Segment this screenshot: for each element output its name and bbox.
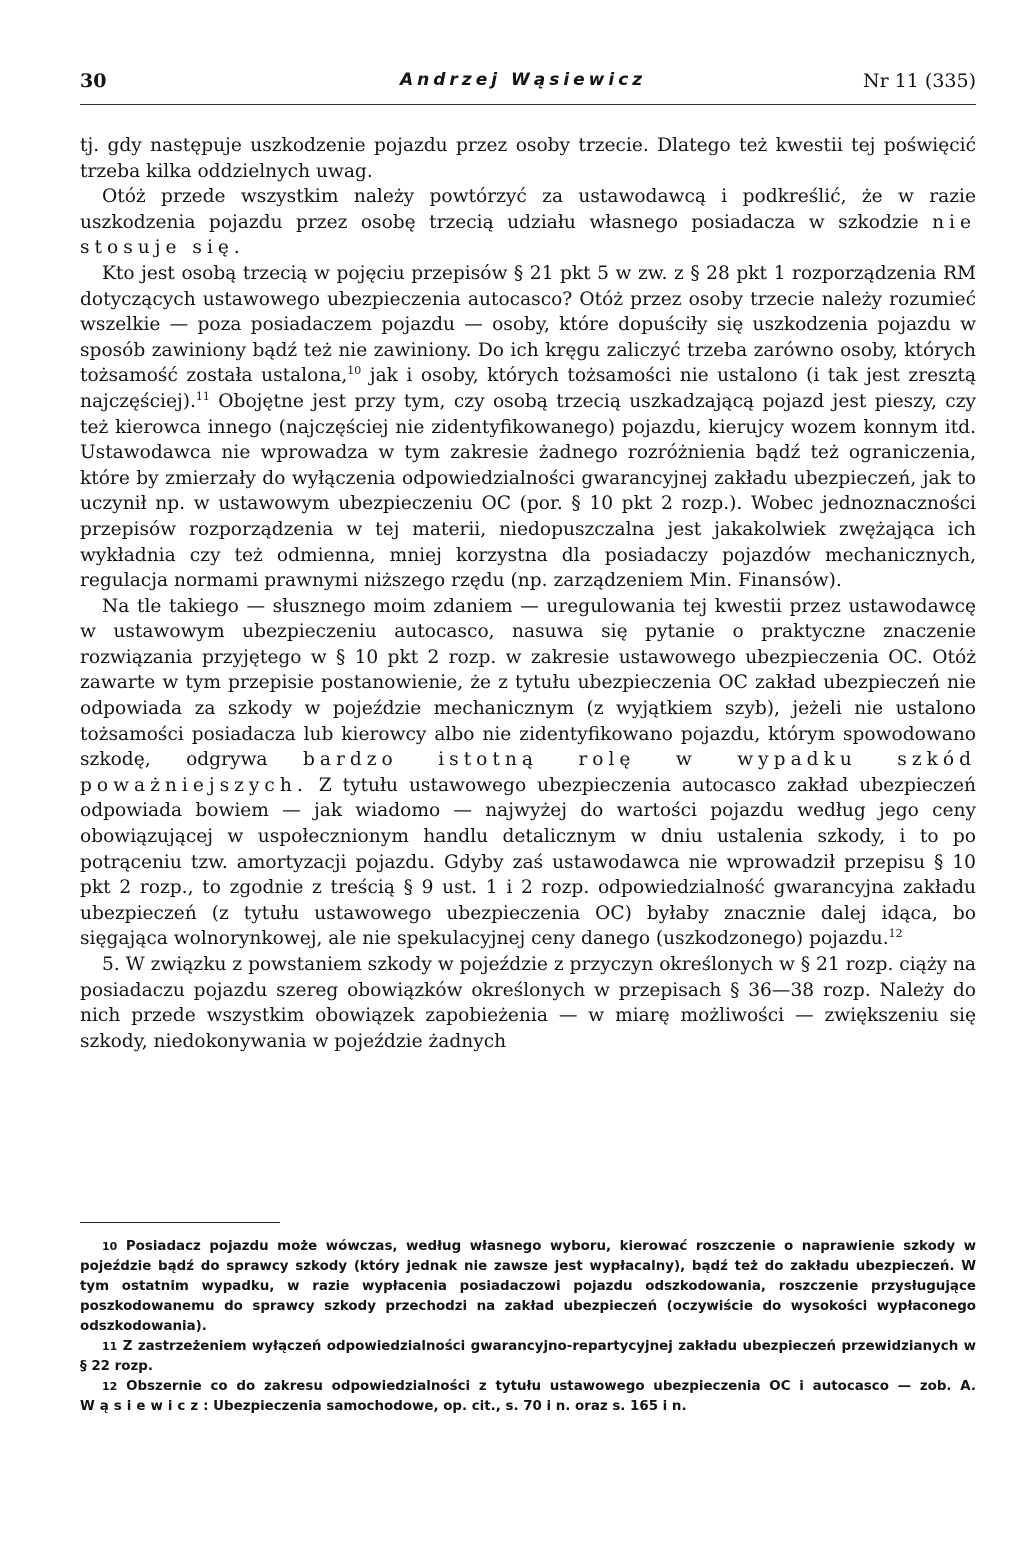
paragraph-3-text-c: Obojętne jest przy tym, czy osobą trzecią uszkadzającą pojazd jest pieszy, czy też kierowca innego (najczęściej nie zidentyfikowanego) pojazdu, kierujcy wozem konnym itd. Ustawodawca nie wprowadza w tym zakresie żadnego rozróżnienia bądź też ograniczenia, które by zmierzały do wyłączenia odpowiedzialności gwarancyjnej zakładu ubezpieczeń, jak to uczynił np. w ustawowym ubezpieczeniu OC (por. § 10 pkt 2 rozp.). Wobec jednoznaczności przepisów rozporządzenia w tej materii, niedopuszczalna jest jakakolwiek zwężająca ich wykładnia czy też odmienna, mniej korzystna dla posiadaczy pojazdów mechanicznych, regulacja normami prawnymi niższego rzędu (np. zarządzeniem Min. Finansów). — [80, 390, 976, 592]
running-header — [80, 68, 976, 98]
header-rule — [80, 104, 976, 105]
footnote-11 — [80, 1337, 976, 1377]
footnote-ref-12[interactable]: 12 — [888, 927, 903, 941]
paragraph-1: tj. gdy następuje uszkodzenie pojazdu przez osoby trzecie. Dlatego też kwestii tej poświęcić trzeba kilka oddzielnych uwag. — [80, 135, 976, 182]
page-number: 30 — [80, 70, 107, 92]
footnote-author: Wąsiewicz — [80, 1399, 204, 1414]
paragraph-2-emphasis: nie stosuje się. — [80, 211, 976, 259]
paragraph-2-text: Otóż przede wszystkim należy powtórzyć za ustawodawcą i podkreślić, że w razie uszkodzenia pojazdu przez osobę trzecią udziału własnego posiadacza w szkodzie — [80, 186, 976, 233]
footnote-10 — [80, 1237, 976, 1337]
footnote-text: Posiadacz pojazdu może wówczas, według własnego wyboru, kierować roszczenie o naprawienie szkody w pojeździe bądź do sprawcy szkody (który jednak nie zawsze jest wypłacalny), bądź też do zakładu ubezpieczeń. W tym ostatnim wypadku, w razie wypłacenia posiadaczowi pojazdu odszkodowania, roszczenie przysługujące poszkodowanemu do sprawcy szkody przechodzi na zakład ubezpieczeń (oczywiście do wysokości wypłaconego odszkodowania). — [80, 1239, 976, 1334]
paragraph-4 — [80, 594, 976, 952]
main-text — [80, 133, 976, 1054]
paragraph-3-text-a: Kto jest osobą trzecią w pojęciu przepisów § 21 pkt 5 w zw. z § 28 pkt 1 rozporządzenia RM dotyczących ustawowego ubezpieczenia autocasco? Otóż przez osoby trzecie należy rozumieć wszelkie — poza posiadaczem pojazdu — osoby, które dopuściły się uszkodzenia pojazdu w sposób zawiniony bądź też nie zawiniony. Do ich kręgu zaliczyć trzeba zarówno osoby, których tożsamość została ustalona, — [80, 262, 976, 387]
paragraph-4-text-c: Z tytułu ustawowego ubezpieczenia autocasco zakład ubezpieczeń odpowiada bowiem — jak wiadomo — najwyżej do wartości pojazdu według jego ceny obowiązującej w uspołecznionym handlu detalicznym w dniu ustalenia szkody, i to po potrąceniu tzw. amortyzacji pojazdu. Gdyby zaś ustawodawca nie wprowadził przepisu § 10 pkt 2 rozp., to zgodnie z treścią § 9 ust. 1 i 2 rozp. odpowiedzialność gwarancyjna zakładu ubezpieczeń (z tytułu ustawowego ubezpieczenia OC) byłaby znacznie dalej idąca, bo sięgająca wolnorynkowej, ale nie spekulacyjnej ceny danego (uszkodzonego) pojazdu. — [80, 774, 976, 950]
issue-number: Nr 11 (335) — [862, 70, 976, 92]
footnote-text-a: Obszernie co do zakresu odpowiedzialności z tytułu ustawowego ubezpieczenia OC i autocasco — zob. A. — [126, 1379, 976, 1394]
footnote-number: 12 — [102, 1380, 118, 1393]
paragraph-4-text-a: Na tle takiego — słusznego moim zdaniem — uregulowania tej kwestii przez ustawodawcę w ustawowym ubezpieczeniu autocasco, nasuwa się pytanie o praktyczne znaczenie rozwiązania przyjętego w § 10 pkt 2 rozp. w zakresie ustawowego ubezpieczenia OC. Otóż zawarte w tym przepisie postanowienie, że z tytułu ubezpieczenia OC zakład ubezpieczeń nie odpowiada za szkody w pojeździe mechanicznym (z wyjątkiem szyb), jeżeli nie ustalono tożsamości posiadacza lub kierowcy albo nie zidentyfikowano pojazdu, którym spowodowano szkodę, odgrywa — [80, 595, 976, 771]
paragraph-5: 5. W związku z powstaniem szkody w pojeździe z przyczyn określonych w § 21 rozp. ciąży na posiadaczu pojazdu szereg obowiązków określonych w przepisach § 36—38 rozp. Należy do nich przede wszystkim obowiązek zapobieżenia — w miarę możliwości — zwiększeniu się szkody, niedokonywania w pojeździe żadnych — [80, 954, 976, 1052]
footnote-12 — [80, 1377, 976, 1417]
footnote-number: 10 — [102, 1240, 118, 1253]
footnote-rule — [80, 1222, 280, 1223]
footnote-ref-10[interactable]: 10 — [347, 364, 362, 378]
paragraph-2 — [80, 184, 976, 261]
footnote-number: 11 — [102, 1340, 118, 1353]
paragraph-3 — [80, 261, 976, 594]
running-author: Andrzej Wąsiewicz — [400, 70, 647, 90]
footnotes — [80, 1237, 976, 1417]
paragraph-3-text-b: jak i osoby, których tożsamości nie ustalono (i tak jest zresztą najczęściej). — [80, 365, 977, 412]
footnote-ref-11[interactable]: 11 — [195, 389, 210, 403]
footnote-text: Z zastrzeżeniem wyłączeń odpowiedzialności gwarancyjno-repartycyjnej zakładu ubezpieczeń przewidzianych w § 22 rozp. — [80, 1339, 976, 1374]
footnote-text-b: : Ubezpieczenia samochodowe, op. cit., s. 70 i n. oraz s. 165 i n. — [203, 1399, 687, 1414]
paragraph-4-emphasis: bardzo istotną rolę w wypadku szkód poważniejszych. — [80, 749, 976, 796]
